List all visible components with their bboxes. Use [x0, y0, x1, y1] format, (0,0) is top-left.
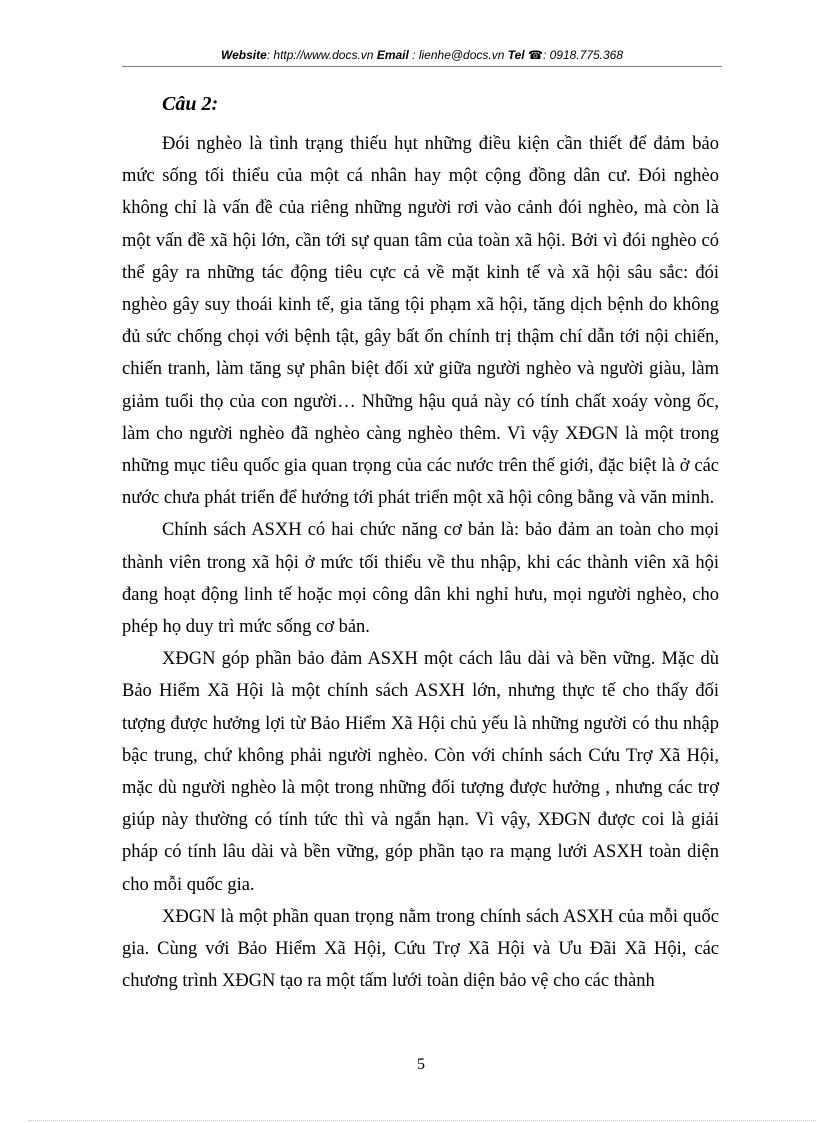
paragraph: XĐGN là một phần quan trọng nằm trong chính sách ASXH của mỗi quốc gia. Cùng với Bảo Hiểm Xã Hội, Cứu Trợ Xã Hội và Ưu Đãi Xã Hội, các chương trình XĐGN tạo ra một tấm lưới toàn diện bảo vệ cho các thành	[122, 906, 719, 992]
paragraph: Đói nghèo là tình trạng thiếu hụt những điều kiện cần thiết để đảm bảo mức sống tối thiểu của một cá nhân hay một cộng đồng dân cư. Đói nghèo không chỉ là vấn đề của riêng những người rơi vào cảnh đói nghèo, mà còn là một vấn đề xã hội lớn, cần tới sự quan tâm của toàn xã hội. Bởi vì đói nghèo có thể gây ra những tác động tiêu cực cả về mặt kinh tế và xã hội sâu sắc: đói nghèo gây suy thoái kinh tế, gia tăng tội phạm xã hội, tăng dịch bệnh do không đủ sức chống chọi với bệnh tật, gây bất ổn chính trị thậm chí dẫn tới nội chiến, chiến tranh, làm tăng sự phân biệt đối xử giữa người nghèo và người giàu, làm giảm tuổi thọ của con người… Những hậu quả này có tính chất xoáy vòng ốc, làm cho người nghèo đã nghèo càng nghèo thêm. Vì vậy XĐGN là một trong những mục tiêu quốc gia quan trọng của các nước trên thế giới, đặc biệt là ở các nước chưa phát triển để hướng tới phát triển một xã hội công bằng và văn minh.	[122, 134, 719, 509]
email-value: : lienhe@docs.vn	[412, 48, 505, 62]
section-heading: Câu 2:	[162, 93, 219, 115]
phone-icon: ☎	[528, 48, 543, 62]
page-header	[122, 48, 722, 62]
document-body	[122, 128, 719, 997]
website-value: : http://www.docs.vn	[266, 48, 374, 62]
header-divider	[122, 66, 722, 67]
paragraph: XĐGN góp phần bảo đảm ASXH một cách lâu dài và bền vững. Mặc dù Bảo Hiểm Xã Hội là một chính sách ASXH lớn, nhưng thực tế cho thấy đối tượng được hưởng lợi từ Bảo Hiểm Xã Hội chủ yếu là những người có thu nhập bậc trung, chứ không phải người nghèo. Còn với chính sách Cứu Trợ Xã Hội, mặc dù người nghèo là một trong những đối tượng được hưởng , nhưng các trợ giúp này thường có tính tức thì và ngắn hạn. Vì vậy, XĐGN được coi là giải pháp có tính lâu dài và bền vững, góp phần tạo ra mạng lưới ASXH toàn diện cho mỗi quốc gia.	[122, 649, 719, 895]
page-number: 5	[417, 1056, 425, 1073]
tel-value: : 0918.775.368	[542, 48, 624, 62]
tel-label: Tel	[507, 48, 525, 62]
email-label: Email	[376, 48, 409, 62]
paragraph: Chính sách ASXH có hai chức năng cơ bản là: bảo đảm an toàn cho mọi thành viên trong xã hội ở mức tối thiểu về thu nhập, khi các thành viên xã hội đang hoạt động linh tế hoặc mọi công dân khi nghỉ hưu, mọi người nghèo, cho phép họ duy trì mức sống cơ bản.	[122, 520, 719, 638]
website-label: Website	[220, 48, 267, 62]
footer-divider	[28, 1120, 816, 1121]
